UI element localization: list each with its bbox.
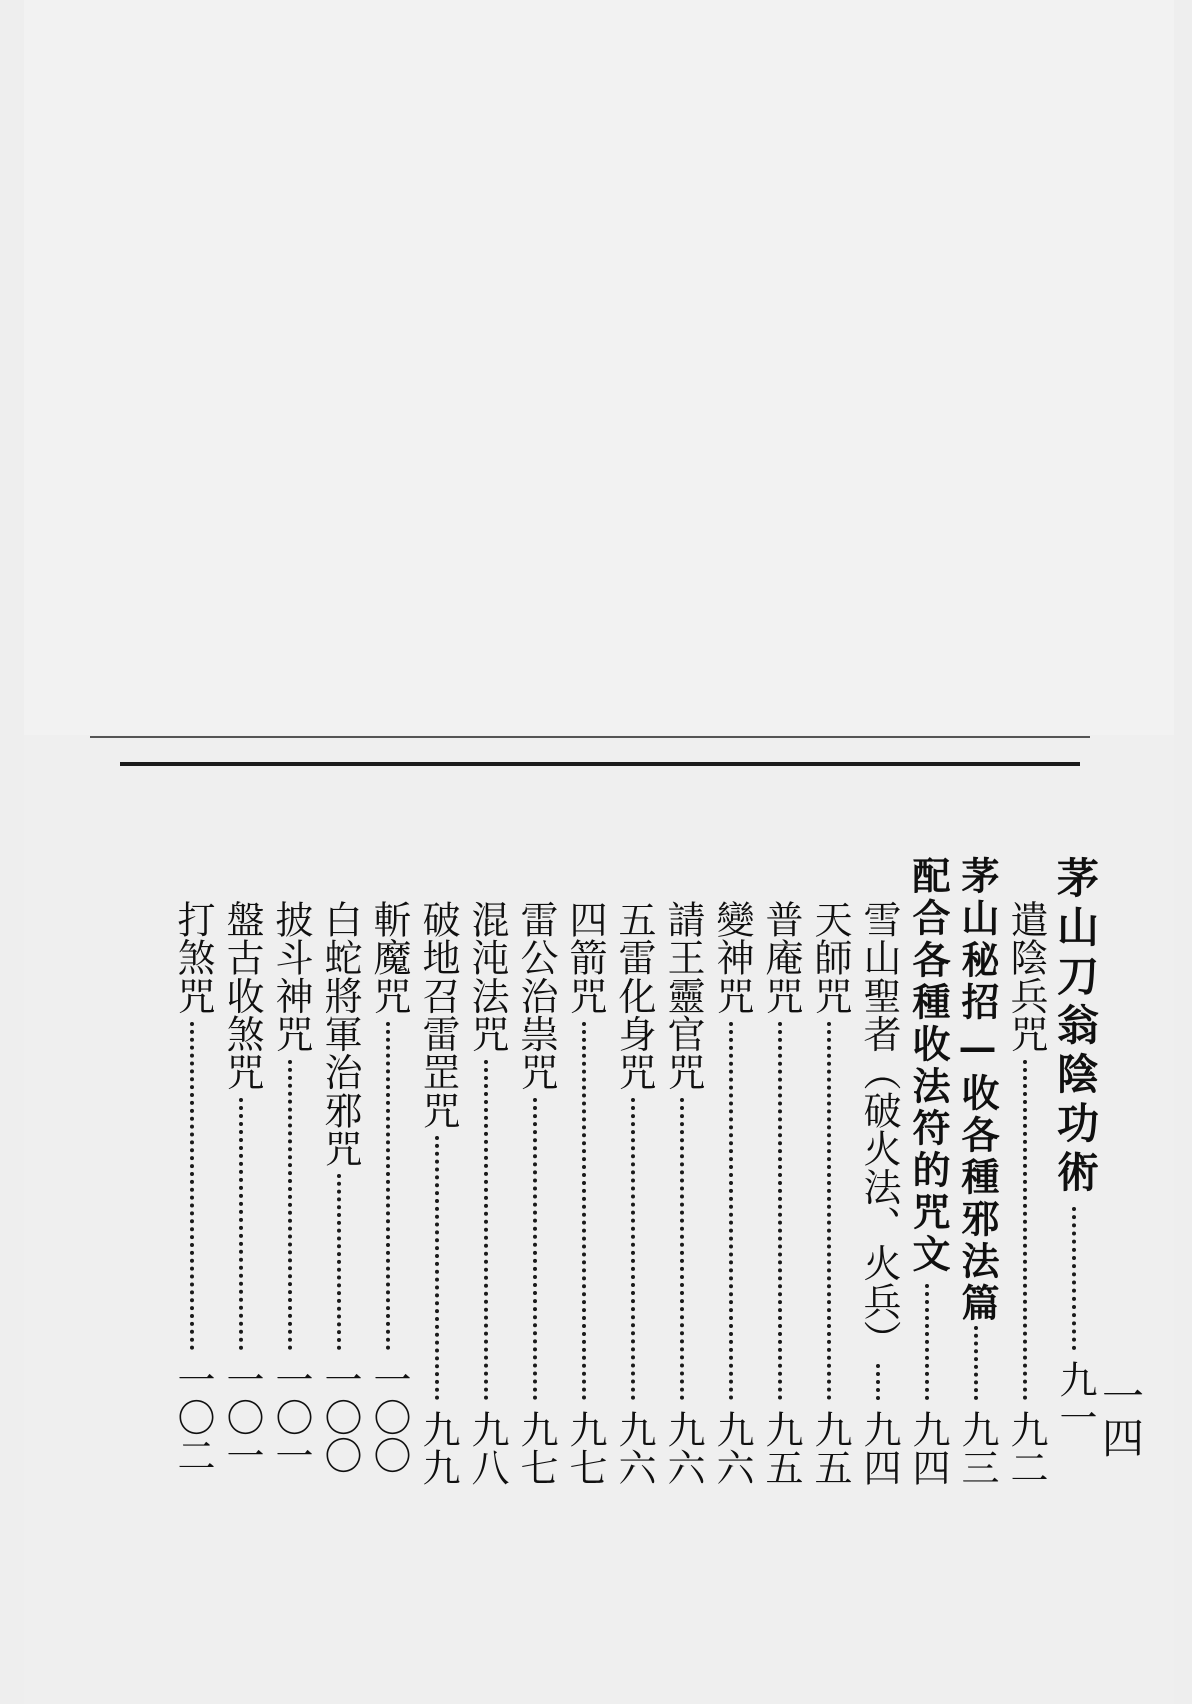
- toc-heading: [954, 856, 1000, 1704]
- dot-leader: [631, 1098, 635, 1400]
- toc-page-number: 九四: [857, 1410, 901, 1486]
- toc-entry-title: 請王靈官咒: [661, 900, 705, 1091]
- dot-leader: [729, 1022, 733, 1400]
- toc-entry: [611, 900, 657, 1704]
- page-number: 一四: [1096, 1374, 1145, 1458]
- toc-entry-title: 白蛇將軍治邪咒: [318, 900, 362, 1168]
- toc-page-number: 一〇一: [220, 1360, 264, 1474]
- dot-leader: [239, 1098, 243, 1350]
- toc-entry: [709, 900, 755, 1704]
- toc-page-number: 九九: [416, 1410, 460, 1486]
- toc-page-number: 九四: [906, 1410, 950, 1486]
- toc-entry: [268, 900, 314, 1704]
- toc-page-number: 九五: [759, 1410, 803, 1486]
- toc-page-number: 九七: [514, 1410, 558, 1486]
- toc-entry: [415, 900, 461, 1704]
- toc-entry-title: 普庵咒: [759, 900, 803, 1015]
- toc-entry-title: 披斗神咒: [269, 900, 313, 1053]
- faint-top-rule: [90, 736, 1090, 738]
- toc-entry: [317, 900, 363, 1704]
- toc-heading: [905, 856, 951, 1704]
- toc-page-number: 一〇〇: [367, 1360, 411, 1474]
- dot-leader: [925, 1284, 929, 1400]
- toc-entry: [170, 900, 216, 1704]
- toc-page-number: 九一: [1053, 1360, 1097, 1436]
- dot-leader: [876, 1364, 880, 1400]
- dot-leader: [680, 1098, 684, 1400]
- toc-entry: [1003, 900, 1049, 1704]
- toc-entry: [807, 900, 853, 1704]
- toc-heading-title: 茅山秘招—收各種邪法篇: [955, 856, 1000, 1325]
- toc-entry-title: 四箭咒: [563, 900, 607, 1015]
- toc-page-number: 九八: [465, 1410, 509, 1486]
- toc-heading-title: 茅山刀翁陰功術: [1051, 856, 1100, 1199]
- dot-leader: [827, 1022, 831, 1400]
- dot-leader: [1023, 1060, 1027, 1400]
- toc-page-number: 一〇一: [269, 1360, 313, 1474]
- toc-entry-title: 破地召雷罡咒: [416, 900, 460, 1130]
- toc-page-number: 九六: [661, 1410, 705, 1486]
- toc-entry: [513, 900, 559, 1704]
- blank-upper-page-area: [24, 0, 1174, 735]
- dot-leader: [337, 1174, 341, 1350]
- toc-heading-title: 配合各種收法符的咒文: [906, 856, 951, 1276]
- toc-entry-title: 打煞咒: [171, 900, 215, 1015]
- dot-leader: [484, 1060, 488, 1400]
- toc-page-number: 九六: [612, 1410, 656, 1486]
- toc-entry-title: 五雷化身咒: [612, 900, 656, 1091]
- toc-heading: [1052, 856, 1098, 1704]
- dot-leader: [190, 1022, 194, 1350]
- toc-entry: [366, 900, 412, 1704]
- table-of-contents-rule: [120, 762, 1080, 766]
- toc-page-number: 九六: [710, 1410, 754, 1486]
- toc-entry-title: 混沌法咒: [465, 900, 509, 1053]
- toc-entry: [758, 900, 804, 1704]
- dot-leader: [582, 1022, 586, 1400]
- dot-leader: [386, 1022, 390, 1350]
- toc-page-number: 九五: [808, 1410, 852, 1486]
- toc-entry: [660, 900, 706, 1704]
- toc-entry-title: 雷公治祟咒: [514, 900, 558, 1091]
- toc-entry-title: 變神咒: [710, 900, 754, 1015]
- toc-entry-title: 雪山聖者（破火法、火兵）: [857, 900, 901, 1359]
- toc-entry-title: 斬魔咒: [367, 900, 411, 1015]
- toc-page-number: 一〇二: [171, 1360, 215, 1474]
- dot-leader: [435, 1136, 439, 1400]
- toc-page-number: 九三: [955, 1410, 999, 1486]
- toc-page-number: 九二: [1004, 1410, 1048, 1486]
- toc-entry: [562, 900, 608, 1704]
- toc-entry: [464, 900, 510, 1704]
- dot-leader: [288, 1060, 292, 1350]
- dot-leader: [1072, 1207, 1076, 1350]
- toc-page-number: 九七: [563, 1410, 607, 1486]
- toc-entry: [856, 900, 902, 1704]
- dot-leader: [974, 1326, 978, 1400]
- toc-page-number: 一〇〇: [318, 1360, 362, 1474]
- toc-entry-title: 盤古收煞咒: [220, 900, 264, 1091]
- toc-entry: [219, 900, 265, 1704]
- toc-entry-title: 天師咒: [808, 900, 852, 1015]
- toc-entry-title: 遣陰兵咒: [1004, 900, 1048, 1053]
- dot-leader: [533, 1098, 537, 1400]
- dot-leader: [778, 1022, 782, 1400]
